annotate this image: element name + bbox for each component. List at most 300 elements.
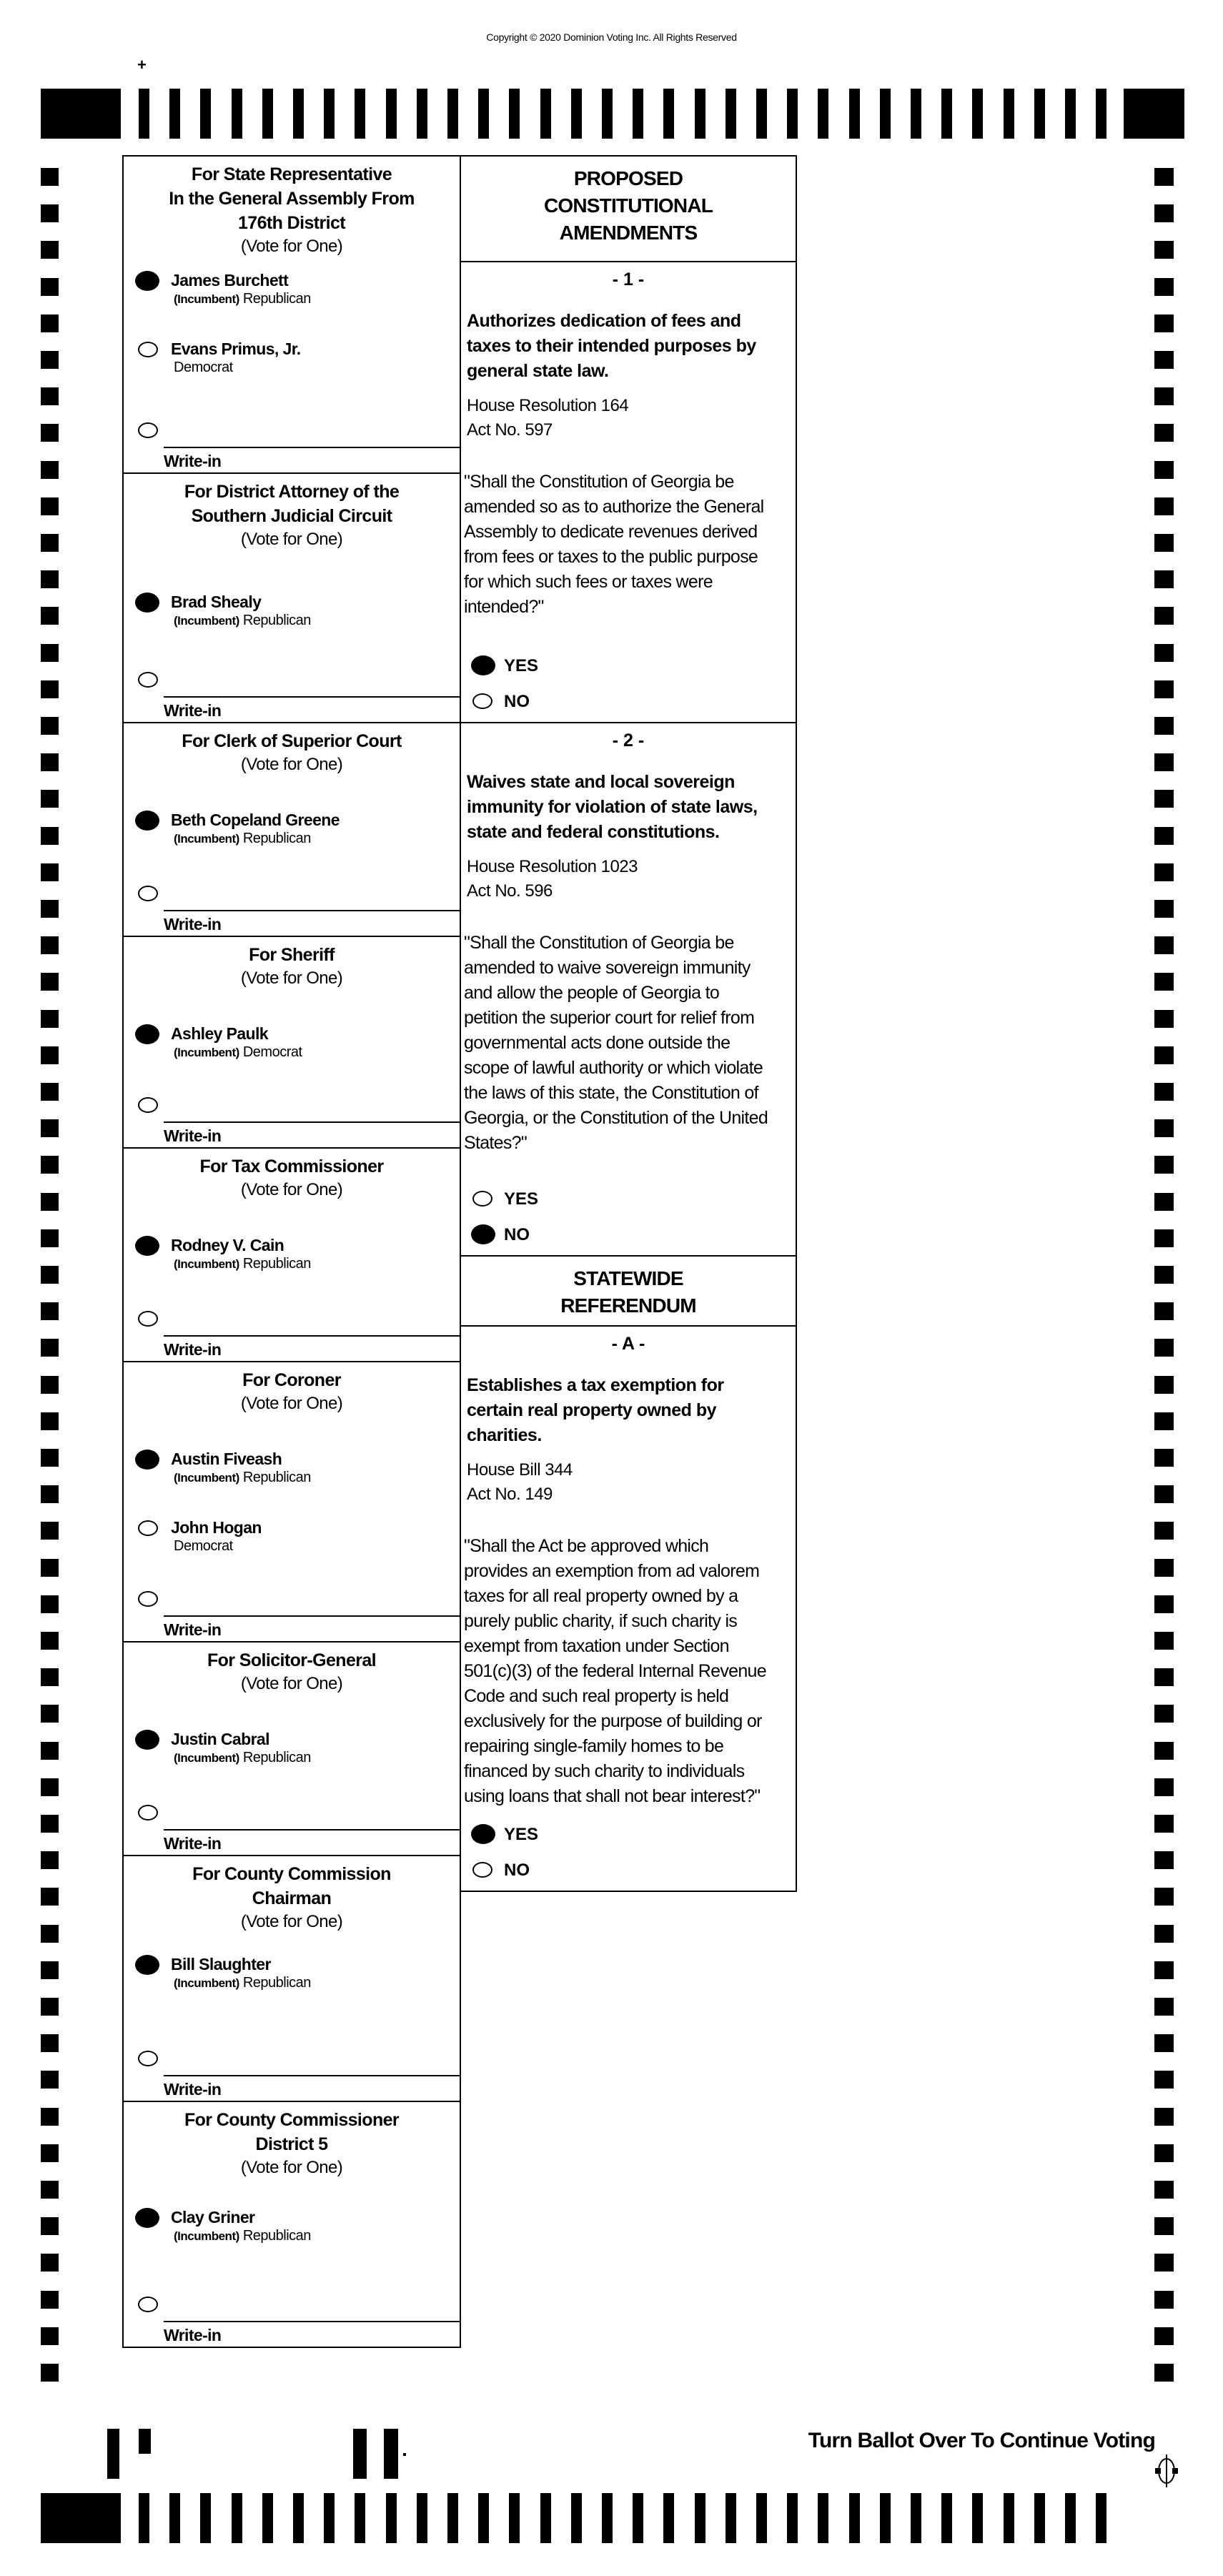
candidate-option[interactable] [138,811,460,879]
question-reference [467,394,796,442]
timing-bar [695,89,705,139]
incumbent-label: (Incumbent) [174,1471,239,1485]
candidate-name: Beth Copeland Greene [171,811,340,829]
timing-bar [540,89,551,139]
contest-title-line: District 5 [255,2134,328,2154]
write-in-label: Write-in [164,452,222,470]
party-name: Democrat [174,1538,233,1554]
candidate-party [174,613,311,629]
write-in-bubble[interactable] [138,1591,158,1607]
timing-bar [232,2493,242,2543]
side-mark [41,2291,59,2309]
candidate-party [174,1750,311,1766]
reference-line: Act No. 597 [467,420,553,440]
timing-bar [880,89,891,139]
side-mark [1154,2254,1174,2272]
option-no[interactable] [472,1225,615,1247]
timing-bar [355,2493,365,2543]
timing-bar [849,89,860,139]
write-in-line[interactable] [164,2321,460,2322]
side-mark [1154,1851,1174,1869]
timing-bar [571,2493,582,2543]
timing-bar [787,89,798,139]
side-mark [41,1925,59,1943]
candidate-option[interactable] [138,2208,460,2277]
bubble-filled[interactable] [135,1024,159,1044]
timing-bar [756,2493,767,2543]
timing-bar [880,2493,891,2543]
contest-title-line: For Sheriff [249,945,335,965]
incumbent-label: (Incumbent) [174,1976,239,1990]
timing-bar [1034,89,1045,139]
question-line: scope of lawful authority or which violate [464,1058,763,1078]
party-name: Republican [242,1256,311,1272]
candidate-name: Justin Cabral [171,1730,269,1748]
summary-line: charities. [467,1425,542,1445]
side-mark [1154,1559,1174,1577]
side-mark [41,351,59,369]
side-mark [41,1156,59,1174]
side-mark [41,2364,59,2382]
timing-bar [726,2493,736,2543]
bubble-filled[interactable] [471,655,495,675]
side-mark [1154,168,1174,186]
option-label: NO [504,1861,530,1880]
bubble-filled[interactable] [135,593,159,613]
side-mark [1154,863,1174,881]
bubble-filled[interactable] [471,1824,495,1844]
section-header [460,155,797,262]
side-mark [41,1302,59,1320]
contest-box [122,2101,461,2348]
side-mark [41,1119,59,1137]
write-in-line[interactable] [164,696,460,698]
option-label: NO [504,1225,530,1244]
write-in-line[interactable] [164,1335,460,1337]
side-mark [41,2217,59,2235]
option-yes[interactable] [472,656,615,678]
vote-for-one: (Vote for One) [240,530,343,549]
timing-bar [1065,89,1076,139]
candidate-option[interactable] [138,1236,460,1304]
party-name: Republican [242,1975,311,1991]
write-in-label: Write-in [164,2326,222,2344]
side-mark [1154,1449,1174,1467]
write-in-line[interactable] [164,447,460,448]
write-in-label: Write-in [164,2080,222,2099]
bubble-filled[interactable] [135,2208,159,2228]
side-mark [1154,1961,1174,1979]
contest-title-line: For State Representative [191,164,392,184]
timing-bar [169,2493,180,2543]
candidate-name: Evans Primus, Jr. [171,340,301,358]
side-mark [41,644,59,662]
question-reference [467,855,796,903]
question-line: petition the superior court for relief from [464,1008,755,1028]
question-line: Georgia, or the Constitution of the United [464,1108,768,1128]
timing-bar [849,2493,860,2543]
side-mark [41,2034,59,2052]
side-mark [41,204,59,222]
side-mark [41,1778,59,1796]
question-line: intended?" [464,597,544,617]
bubble-filled[interactable] [135,1450,159,1470]
question-reference [467,1458,796,1507]
candidate-party [174,360,233,376]
write-in-line[interactable] [164,1615,460,1617]
side-mark [1154,2364,1174,2382]
bubble-empty[interactable] [138,342,158,357]
vote-for-one: (Vote for One) [240,2158,343,2177]
candidate-option[interactable] [138,1518,460,1587]
contest-title [124,1856,460,1911]
section-header-line: PROPOSED [573,167,683,189]
side-mark [41,424,59,442]
write-in-label: Write-in [164,1620,222,1639]
timing-bar [540,2493,551,2543]
write-in-label: Write-in [164,1834,222,1853]
section-header [460,1255,797,1327]
side-mark [41,863,59,881]
contest-title [124,157,460,235]
question-line: the laws of this state, the Constitution of [464,1083,758,1103]
vote-for-one: (Vote for One) [240,1912,343,1931]
timing-bar [663,89,674,139]
question-text [464,470,796,620]
copyright-notice: Copyright © 2020 Dominion Voting Inc. All Rights Reserved [486,31,737,43]
question-line: taxes for all real property owned by a [464,1586,738,1606]
contest-box [122,936,461,1149]
candidate-party [174,1975,311,1991]
write-in-bubble[interactable] [138,2297,158,2312]
summary-line: certain real property owned by [467,1400,716,1420]
bubble-filled[interactable] [471,1224,495,1244]
write-in-bubble[interactable] [138,1805,158,1820]
option-no[interactable] [472,692,615,713]
candidate-name: Ashley Paulk [171,1024,268,1043]
timing-bar [602,2493,613,2543]
side-mark [41,1412,59,1430]
side-mark [41,1888,59,1906]
timing-bar [324,89,335,139]
write-in-bubble[interactable] [138,2051,158,2066]
contest-box [122,1641,461,1856]
party-name: Republican [242,291,311,307]
candidate-name: Rodney V. Cain [171,1236,284,1254]
candidate-option[interactable] [138,1024,460,1093]
timing-bar [417,2493,427,2543]
side-mark [41,1229,59,1247]
timing-bar [169,89,180,139]
id-dot [403,2453,406,2456]
contest-box [122,1361,461,1643]
vote-for-one: (Vote for One) [240,1674,343,1693]
side-mark [41,2327,59,2345]
option-label: YES [504,1189,539,1209]
bubble-filled[interactable] [135,1236,159,1256]
reference-line: House Bill 344 [467,1460,573,1480]
side-mark [1154,534,1174,552]
side-mark [1154,387,1174,405]
contest-title-line: For Tax Commissioner [199,1156,384,1176]
timing-bar [386,89,397,139]
candidate-party [174,291,311,307]
side-mark [41,973,59,991]
timing-bar [509,2493,520,2543]
contest-title [124,1149,460,1179]
timing-bar [818,89,828,139]
candidate-name: Brad Shealy [171,593,262,611]
crosshair-registration-icon [1154,2453,1179,2489]
party-name: Republican [242,1470,311,1485]
side-mark [1154,1998,1174,2016]
timing-bar [726,89,736,139]
timing-bar [478,89,489,139]
side-mark [1154,1485,1174,1503]
write-in-label: Write-in [164,701,222,720]
reference-line: House Resolution 1023 [467,857,638,876]
summary-line: Authorizes dedication of fees and [467,311,741,331]
contest-title [124,474,460,528]
candidate-option[interactable] [138,271,460,340]
candidate-option[interactable] [138,340,460,408]
side-mark [41,1815,59,1833]
side-mark [41,936,59,954]
side-mark [41,1559,59,1577]
vote-for-one: (Vote for One) [240,755,343,774]
side-mark [1154,351,1174,369]
question-line: from fees or taxes to the public purpose [464,547,758,567]
write-in-line[interactable] [164,1829,460,1831]
bubble-empty[interactable] [472,1862,492,1878]
side-mark [1154,1229,1174,1247]
bubble-empty[interactable] [472,693,492,709]
reference-line: House Resolution 164 [467,396,629,415]
id-bar [384,2429,398,2479]
side-mark [41,1522,59,1540]
question-text [464,1534,796,1809]
bubble-filled[interactable] [135,1955,159,1975]
timing-bar [139,2493,149,2543]
candidate-option[interactable] [138,1450,460,1518]
side-mark [41,2144,59,2162]
timing-bar [633,2493,643,2543]
registration-plus-mark: + [137,56,147,74]
bubble-filled[interactable] [135,1730,159,1750]
side-mark [41,680,59,698]
contest-title-line: 176th District [238,213,345,233]
summary-line: general state law. [467,361,609,381]
side-mark [1154,1815,1174,1833]
side-mark [41,461,59,479]
side-mark [1154,973,1174,991]
timing-bar [478,2493,489,2543]
write-in-bubble[interactable] [138,886,158,901]
contest-box [122,722,461,937]
reference-line: Act No. 596 [467,881,553,901]
vote-for-one: (Vote for One) [240,969,343,988]
question-line: amended so as to authorize the General [464,497,764,517]
side-mark [1154,753,1174,771]
question-number: - 2 - [612,730,645,750]
write-in-bubble[interactable] [138,422,158,438]
timing-bar [972,89,983,139]
side-mark [1154,1083,1174,1101]
write-in-bubble[interactable] [138,672,158,688]
side-mark [41,790,59,808]
write-in-line[interactable] [164,1121,460,1123]
side-mark [41,607,59,625]
timing-bar [262,89,273,139]
side-mark [41,717,59,735]
candidate-option[interactable] [138,1955,460,2023]
contest-title [124,2102,460,2156]
side-mark [1154,1705,1174,1723]
contest-title-line: For Clerk of Superior Court [182,731,402,751]
write-in-line[interactable] [164,910,460,911]
contest-title [124,937,460,967]
summary-line: Establishes a tax exemption for [467,1375,724,1395]
bubble-empty[interactable] [138,1520,158,1536]
incumbent-label: (Incumbent) [174,1751,239,1765]
side-mark [41,1705,59,1723]
candidate-option[interactable] [138,593,460,661]
bubble-empty[interactable] [472,1191,492,1207]
summary-line: taxes to their intended purposes by [467,336,756,356]
write-in-label: Write-in [164,1340,222,1359]
candidate-party [174,1538,233,1555]
timing-bar [787,2493,798,2543]
side-mark [41,1266,59,1284]
side-mark [1154,2071,1174,2089]
id-bar [107,2429,119,2479]
side-mark [1154,1193,1174,1211]
bubble-filled[interactable] [135,811,159,831]
side-mark [41,314,59,332]
contest-box [122,1147,461,1362]
contest-title-line: For Coroner [242,1370,341,1390]
summary-line: immunity for violation of state laws, [467,797,758,817]
contest-box [122,1855,461,2102]
candidate-party [174,1470,311,1486]
party-name: Republican [242,613,311,628]
turn-ballot-notice: Turn Ballot Over To Continue Voting [808,2429,1155,2452]
side-mark [1154,2327,1174,2345]
question-summary [467,1373,796,1448]
question-line: States?" [464,1133,528,1153]
ballot-question [460,722,797,1257]
id-bar [353,2429,367,2479]
timing-bar [324,2493,335,2543]
candidate-name: Clay Griner [171,2208,255,2226]
side-mark [1154,2034,1174,2052]
question-line: using loans that shall not bear interest?" [464,1786,761,1806]
contest-title-line: In the General Assembly From [169,189,415,209]
timing-bar [355,89,365,139]
ballot-question [460,1325,797,1892]
write-in-bubble[interactable] [138,1097,158,1113]
option-label: YES [504,656,539,675]
bubble-filled[interactable] [135,271,159,291]
side-mark [41,1083,59,1101]
question-number: - 1 - [612,269,645,289]
option-label: NO [504,692,530,711]
side-mark [1154,1632,1174,1650]
side-mark [1154,424,1174,442]
option-yes[interactable] [472,1825,615,1846]
corner-block [41,2493,121,2543]
side-mark [1154,1376,1174,1394]
write-in-label: Write-in [164,1126,222,1145]
timing-bar [1004,2493,1014,2543]
write-in-line[interactable] [164,2075,460,2076]
side-mark [1154,644,1174,662]
contest-title [124,1362,460,1392]
side-mark [1154,1339,1174,1357]
candidate-name: Bill Slaughter [171,1955,271,1973]
timing-bar [941,2493,952,2543]
vote-for-one: (Vote for One) [240,237,343,256]
timing-bar [200,2493,211,2543]
candidate-party [174,1256,311,1272]
timing-bar [293,2493,304,2543]
timing-bar [818,2493,828,2543]
side-mark [41,534,59,552]
candidate-option[interactable] [138,1730,460,1798]
side-mark [41,497,59,515]
question-text [464,931,796,1156]
question-line: exclusively for the purpose of building or [464,1711,762,1731]
question-number: - A - [611,1334,645,1354]
side-mark [41,1339,59,1357]
summary-line: state and federal constitutions. [467,822,720,842]
contest-title [124,723,460,753]
side-mark [41,753,59,771]
incumbent-label: (Incumbent) [174,614,239,628]
question-line: purely public charity, if such charity is [464,1611,738,1631]
question-line: provides an exemption from ad valorem [464,1561,760,1581]
ballot-question [460,261,797,723]
side-mark [1154,2181,1174,2199]
side-mark [1154,1925,1174,1943]
option-yes[interactable] [472,1189,615,1211]
side-mark [1154,1119,1174,1137]
timing-bar [911,89,921,139]
write-in-label: Write-in [164,915,222,933]
side-mark [41,2071,59,2089]
contest-box [122,155,461,474]
side-mark [41,1668,59,1686]
timing-bar [663,2493,674,2543]
side-mark [1154,936,1174,954]
section-header-line: STATEWIDE [573,1267,683,1289]
contest-title-line: Southern Judicial Circuit [191,506,392,526]
question-line: exempt from taxation under Section [464,1636,729,1656]
question-summary [467,309,796,384]
side-mark [41,827,59,845]
side-mark [1154,1046,1174,1064]
candidate-party [174,1044,302,1061]
side-mark [1154,278,1174,296]
candidate-name: Austin Fiveash [171,1450,282,1468]
side-mark [41,168,59,186]
option-no[interactable] [472,1861,615,1882]
timing-bar [386,2493,397,2543]
side-mark [1154,314,1174,332]
write-in-bubble[interactable] [138,1311,158,1327]
question-line: "Shall the Act be approved which [464,1536,709,1556]
section-header-line: AMENDMENTS [559,222,698,244]
